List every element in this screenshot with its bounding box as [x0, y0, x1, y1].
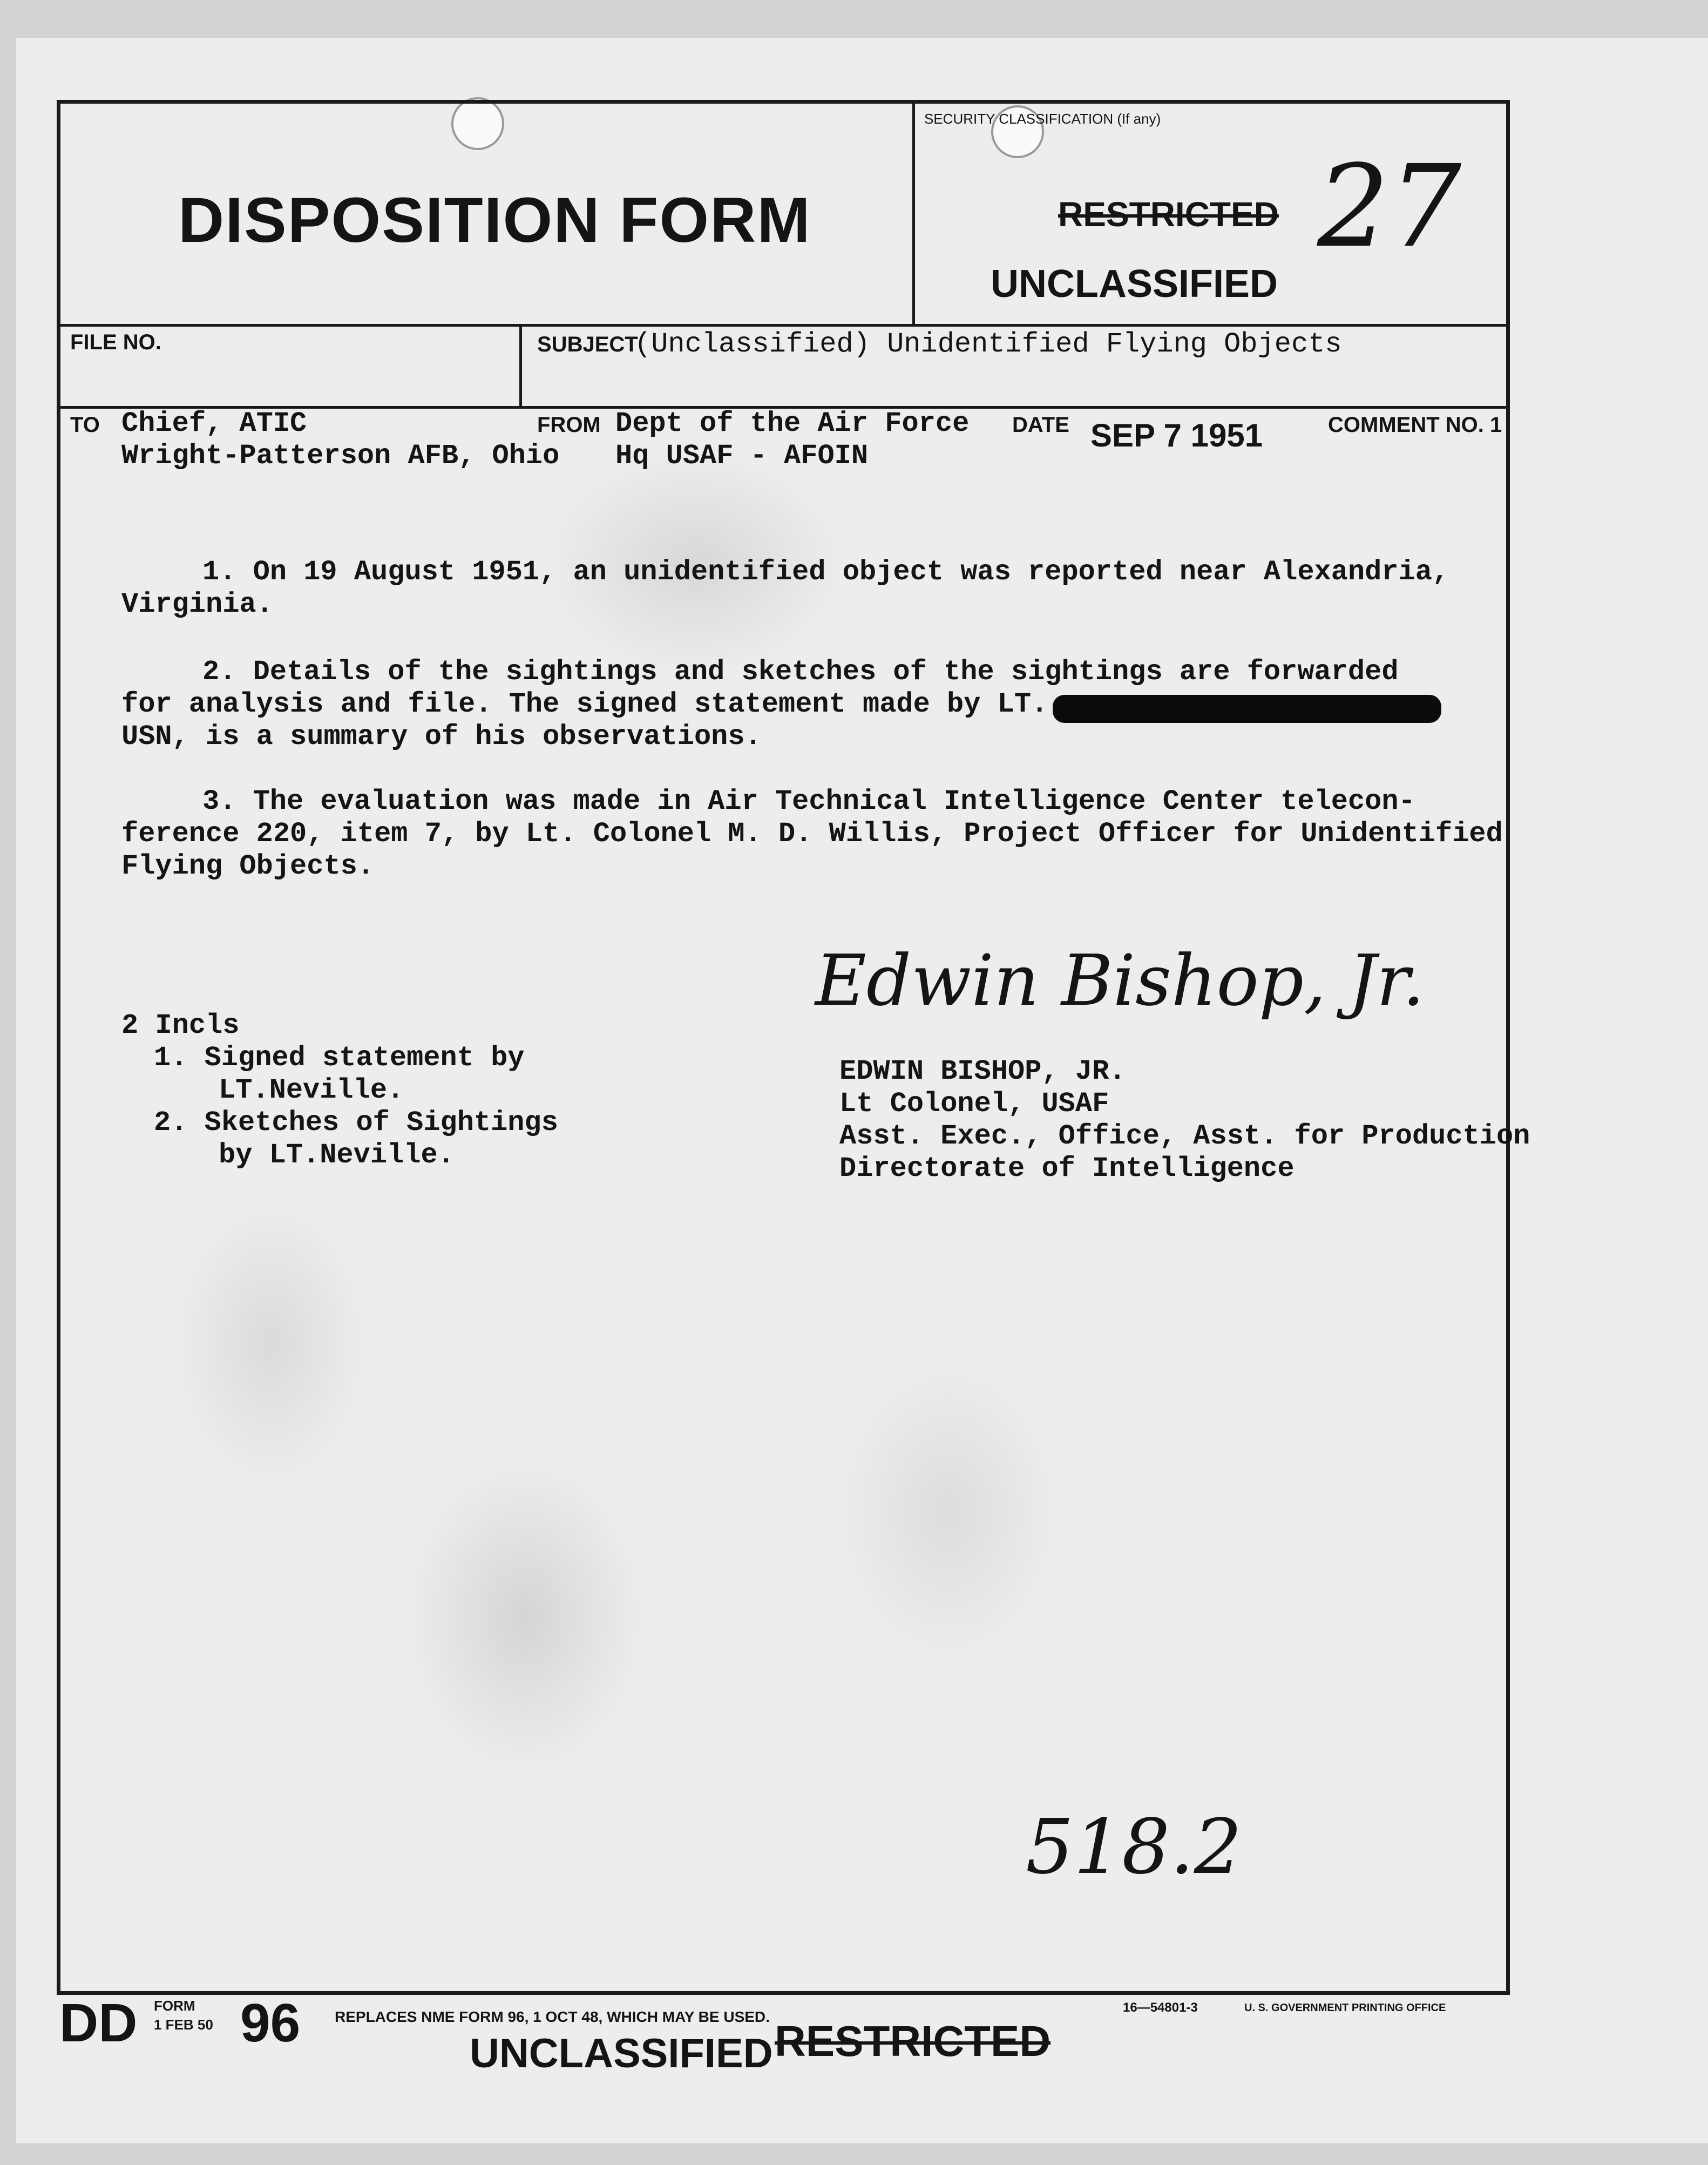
paragraph-2-line-2: for analysis and file. The signed statement made by LT.: [121, 688, 1048, 720]
inclosure-2-line-2: by LT.Neville.: [219, 1139, 455, 1171]
handwritten-file-number: 518.2: [1026, 1803, 1242, 1891]
form-title: DISPOSITION FORM: [178, 185, 811, 256]
date-value: SEP 7 1951: [1090, 417, 1263, 454]
from-line-2: Hq USAF - AFOIN: [615, 440, 869, 472]
from-label: FROM: [537, 413, 601, 437]
handwritten-signature: Edwin Bishop, Jr.: [815, 939, 1425, 1021]
redaction-bar: [1053, 695, 1441, 723]
handwritten-number: 27: [1317, 140, 1462, 273]
header-divider: [57, 324, 1509, 327]
date-label: DATE: [1012, 413, 1069, 437]
subject-value: (Unclassified) Unidentified Flying Objects: [634, 328, 1342, 360]
signer-rank: Lt Colonel, USAF: [839, 1088, 1109, 1120]
from-line-1: Dept of the Air Force: [615, 408, 970, 439]
file-subject-divider: [519, 324, 522, 407]
inclosure-1-line-1: 1. Signed statement by: [154, 1042, 525, 1074]
footer-struck-classification: RESTRICTED: [775, 2017, 1051, 2065]
stock-number: 16—54801-3: [1123, 2000, 1198, 2015]
paragraph-2-line-3: USN, is a summary of his observations.: [121, 721, 762, 753]
classification-stamp: UNCLASSIFIED: [991, 262, 1278, 306]
to-line-2: Wright-Patterson AFB, Ohio: [121, 440, 560, 472]
paragraph-2-line-1: 2. Details of the sightings and sketches of the sightings are forwarded: [202, 656, 1399, 688]
to-line-1: Chief, ATIC: [121, 408, 307, 439]
printing-office: U. S. GOVERNMENT PRINTING OFFICE: [1244, 2002, 1446, 2014]
form-number: 96: [240, 1993, 301, 2053]
paragraph-1-line-1: 1. On 19 August 1951, an unidentified object was reported near Alexandria,: [202, 556, 1449, 588]
inclosure-2-line-1: 2. Sketches of Sightings: [154, 1107, 558, 1139]
file-no-label: FILE NO.: [70, 330, 161, 354]
inclosure-1-line-2: LT.Neville.: [219, 1074, 404, 1106]
paragraph-1-line-2: Virginia.: [121, 588, 273, 620]
paragraph-3-line-1: 3. The evaluation was made in Air Technical Intelligence Center telecon-: [202, 786, 1415, 817]
signer-title: Asst. Exec., Office, Asst. for Production: [839, 1120, 1530, 1152]
form-date: 1 FEB 50: [154, 2017, 213, 2033]
paragraph-3-line-3: Flying Objects.: [121, 850, 375, 882]
replaces-note: REPLACES NME FORM 96, 1 OCT 48, WHICH MAY BE USED.: [335, 2008, 770, 2025]
subject-label: SUBJECT: [537, 333, 638, 356]
paragraph-3-line-2: ference 220, item 7, by Lt. Colonel M. D. Willis, Project Officer for Unidentified: [121, 818, 1503, 850]
signer-office: Directorate of Intelligence: [839, 1153, 1294, 1185]
title-divider: [912, 100, 915, 326]
to-label: TO: [70, 413, 100, 437]
signer-name: EDWIN BISHOP, JR.: [839, 1056, 1126, 1087]
inclosures-heading: 2 Incls: [121, 1010, 240, 1041]
form-prefix: DD: [59, 1993, 138, 2053]
form-word: FORM: [154, 1998, 195, 2014]
footer-classification: UNCLASSIFIED: [470, 2031, 773, 2076]
struck-classification: RESTRICTED: [1058, 195, 1279, 234]
security-classification-label: SECURITY CLASSIFICATION (If any): [924, 111, 1161, 127]
comment-number: COMMENT NO. 1: [1328, 413, 1502, 437]
